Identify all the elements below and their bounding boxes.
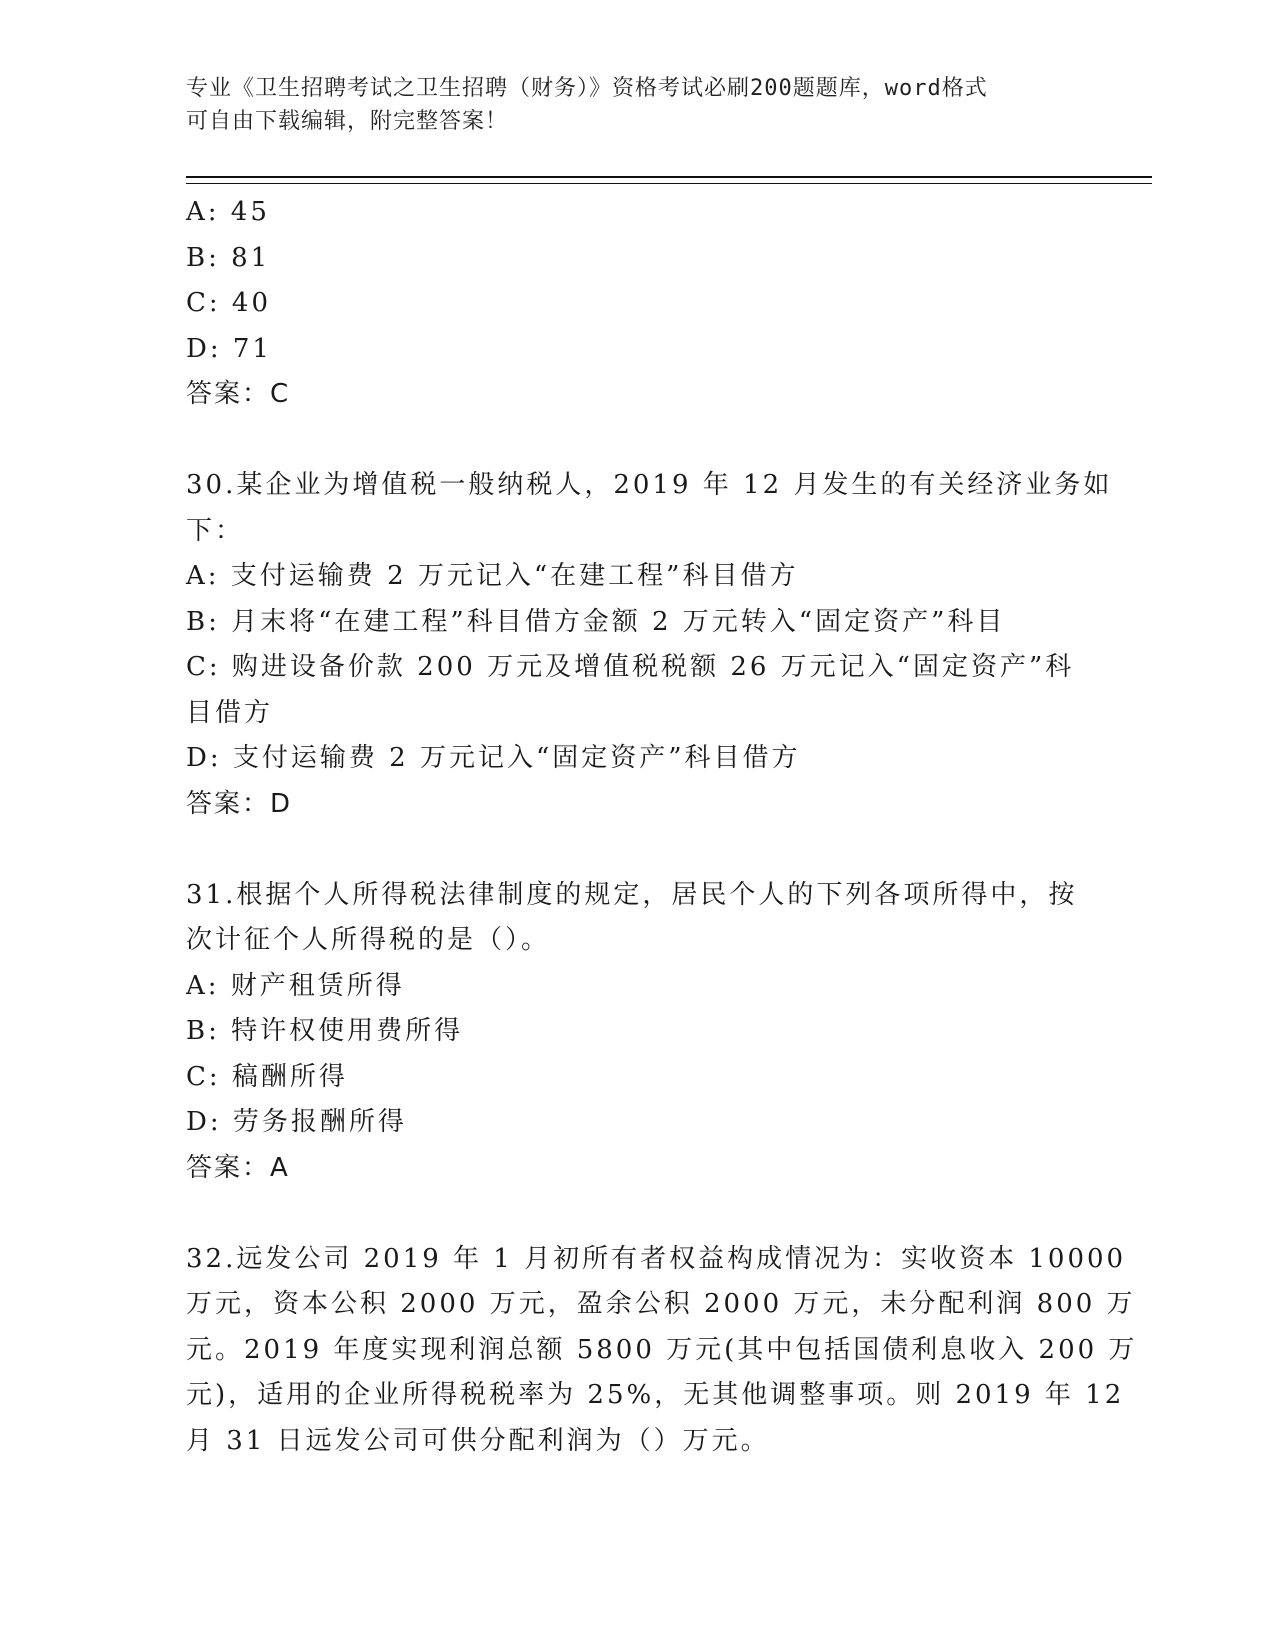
header-line-1: 专业《卫生招聘考试之卫生招聘（财务）》资格考试必刷200题题库，word格式	[186, 76, 988, 101]
question-32	[186, 1237, 1138, 1465]
question-29-answer: 答案：C	[186, 379, 291, 409]
option-c-continued: 目借方	[186, 697, 274, 728]
question-stem-line: 元)，适用的企业所得税税率为 25%，无其他调整事项。则 2019 年 12	[186, 1380, 1125, 1410]
question-30	[186, 463, 1113, 827]
question-stem-line: 31.根据个人所得税法律制度的规定，居民个人的下列各项所得中，按	[186, 879, 1078, 910]
question-31-answer: 答案：A	[186, 1152, 290, 1183]
question-stem-line: 32.远发公司 2019 年 1 月初所有者权益构成情况为：实收资本 10000	[186, 1243, 1127, 1274]
option-a: A: 支付运输费 2 万元记入“在建工程”科目借方	[186, 561, 799, 591]
option-c: C: 稿酬所得	[186, 1061, 348, 1092]
header-line-2: 可自由下载编辑，附完整答案！	[186, 109, 509, 134]
question-stem-line: 月 31 日远发公司可供分配利润为（）万元。	[186, 1425, 770, 1456]
option-a: A: 财产租赁所得	[186, 970, 405, 1001]
option-b: B: 特许权使用费所得	[186, 1016, 464, 1046]
header-divider-thick	[186, 176, 1152, 178]
spacer	[186, 1191, 1086, 1237]
option-b: B: 81	[186, 242, 271, 273]
spacer	[186, 418, 1086, 464]
question-stem-line: 次计征个人所得税的是（）。	[186, 925, 551, 955]
option-b: B: 月末将“在建工程”科目借方金额 2 万元转入“固定资产”科目	[186, 606, 1006, 637]
document-header	[186, 72, 1066, 138]
question-stem-line: 30.某企业为增值税一般纳税人，2019 年 12 月发生的有关经济业务如	[186, 470, 1113, 500]
option-c: C: 购进设备价款 200 万元及增值税税额 26 万元记入“固定资产”科	[186, 652, 1075, 682]
header-divider-thin	[186, 183, 1152, 184]
question-content	[186, 190, 1138, 1464]
question-stem-line: 下：	[186, 515, 245, 546]
option-d: D: 支付运输费 2 万元记入“固定资产”科目借方	[186, 743, 801, 773]
question-31	[186, 873, 1086, 1192]
option-d: D: 71	[186, 333, 272, 364]
option-c: C: 40	[186, 288, 272, 318]
question-stem-line: 万元，资本公积 2000 万元，盈余公积 2000 万元，未分配利润 800 万	[186, 1289, 1136, 1319]
question-stem-line: 元。2019 年度实现利润总额 5800 万元(其中包括国债利息收入 200 万	[186, 1334, 1138, 1365]
spacer	[186, 827, 1086, 873]
option-a: A: 45	[186, 197, 270, 227]
question-29-options	[186, 190, 1086, 372]
question-30-answer: 答案：D	[186, 788, 293, 819]
option-d: D: 劳务报酬所得	[186, 1107, 407, 1137]
